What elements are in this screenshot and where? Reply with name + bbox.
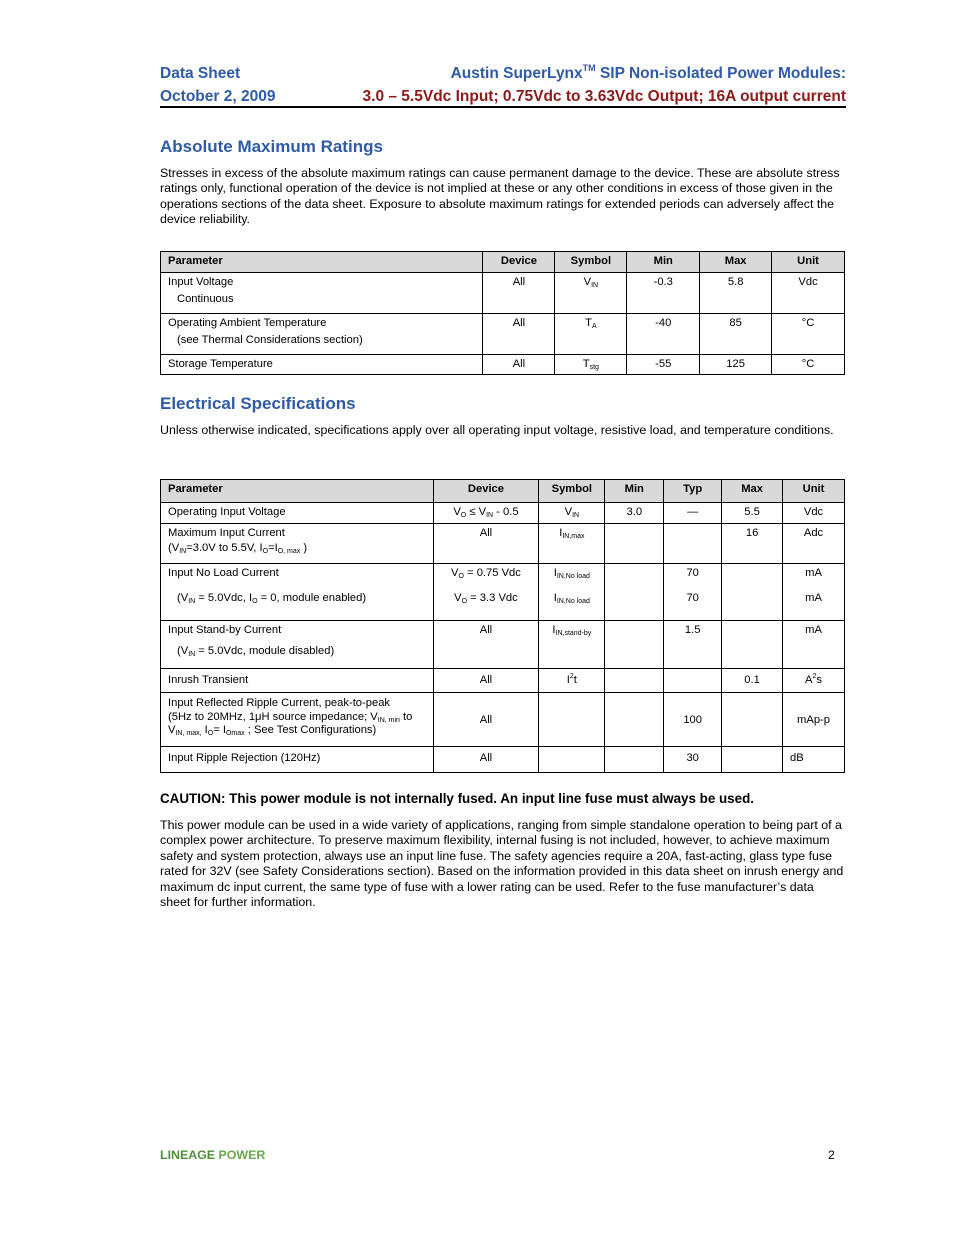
col-symbol: Symbol bbox=[539, 480, 605, 503]
min-cell: -40 bbox=[627, 314, 700, 355]
fuse-paragraph: This power module can be used in a wide variety of applications, ranging from simple standalone operation to being part of a complex power architecture. To preserve maximum flexibility, internal fusing is not included, however, to achieve maximum safety and system protection, always use an input line fuse. The safety agencies require a 20A, fast-acting, glass type fuse rated for 32V (see Safety Considerations section). Based on the information provided in this data sheet on inrush energy and maximum dc input current, the same type of fuse with a lower rating can be used. Refer to the fuse manufacturer’s data sheet for further information. bbox=[160, 818, 844, 910]
param-cell: Storage Temperature bbox=[161, 355, 483, 375]
unit-cell: mAp-p bbox=[783, 693, 845, 747]
col-max: Max bbox=[722, 480, 783, 503]
elec-spec-table bbox=[160, 479, 845, 773]
device-cell: All bbox=[483, 355, 555, 375]
symbol-cell: $I_{IN,No load}$ $I_{IN,No load}$ bbox=[539, 564, 605, 621]
unit-cell: °C bbox=[772, 355, 845, 375]
max-cell: 85 bbox=[700, 314, 772, 355]
param-cell: Input No Load Current ($V_{IN} = 5.0Vdc$, $I_O = 0$, module enabled) bbox=[161, 564, 434, 621]
min-cell bbox=[605, 669, 664, 693]
min-cell: -0.3 bbox=[627, 273, 700, 314]
table-row bbox=[161, 503, 845, 524]
min-cell bbox=[605, 621, 664, 669]
max-cell bbox=[722, 564, 783, 621]
col-device: Device bbox=[433, 480, 539, 503]
param-cell: Input Stand-by Current ($V_{IN} = 5.0Vdc$, module disabled) bbox=[161, 621, 434, 669]
abs-max-intro: Stresses in excess of the absolute maximum ratings can cause permanent damage to the device. These are absolute stress ratings only, functional operation of the device is not implied at these or any other conditions in excess of those given in the operations sections of the data sheet. Exposure to absolute maximum ratings for extended periods can adversely affect the device reliability. bbox=[160, 166, 840, 227]
device-cell: $V_O \le V_{IN} - 0.5$ bbox=[433, 503, 539, 524]
max-cell: 0.1 bbox=[722, 669, 783, 693]
symbol-cell: $T_{stg}$ bbox=[555, 355, 627, 375]
col-max: Max bbox=[700, 252, 772, 273]
typ-cell bbox=[664, 669, 722, 693]
col-parameter: Parameter bbox=[161, 480, 434, 503]
table-row bbox=[161, 693, 845, 747]
param-cell: Input Reflected Ripple Current, peak-to-peak (5Hz to 20MHz, 1μH source impedance; $V_{IN, min}$ to $V_{IN, max,}$ $I_O= I_{Omax}$ ; See Test Configurations) bbox=[161, 693, 434, 747]
col-typ: Typ bbox=[664, 480, 722, 503]
typ-cell bbox=[664, 524, 722, 564]
param-cell: Input Voltage Continuous bbox=[161, 273, 483, 314]
col-parameter: Parameter bbox=[161, 252, 483, 273]
symbol-cell: $V_{IN}$ bbox=[555, 273, 627, 314]
doc-date: October 2, 2009 bbox=[160, 88, 276, 105]
table-row bbox=[161, 747, 845, 773]
header-right bbox=[363, 62, 846, 108]
caution-note: CAUTION: This power module is not internally fused. An input line fuse must always be used. bbox=[160, 791, 754, 806]
footer-brand: LINEAGE POWER bbox=[160, 1148, 266, 1162]
doc-type: Data Sheet bbox=[160, 65, 241, 82]
max-cell bbox=[722, 621, 783, 669]
abs-max-table bbox=[160, 251, 845, 375]
device-cell: All bbox=[433, 621, 539, 669]
param-cell: Input Ripple Rejection (120Hz) bbox=[161, 747, 434, 773]
min-cell: 3.0 bbox=[605, 503, 664, 524]
param-cell: Operating Ambient Temperature (see Thermal Considerations section) bbox=[161, 314, 483, 355]
typ-cell: 100 bbox=[664, 693, 722, 747]
table-row bbox=[161, 314, 845, 355]
param-cell: Operating Input Voltage bbox=[161, 503, 434, 524]
device-cell: All bbox=[433, 669, 539, 693]
min-cell bbox=[605, 564, 664, 621]
unit-cell: Vdc bbox=[783, 503, 845, 524]
symbol-cell: $T_A$ bbox=[555, 314, 627, 355]
min-cell bbox=[605, 747, 664, 773]
param-cell: Inrush Transient bbox=[161, 669, 434, 693]
typ-cell: 30 bbox=[664, 747, 722, 773]
table-row bbox=[161, 669, 845, 693]
col-symbol: Symbol bbox=[555, 252, 627, 273]
typ-cell: 1.5 bbox=[664, 621, 722, 669]
device-cell: All bbox=[483, 314, 555, 355]
col-unit: Unit bbox=[772, 252, 845, 273]
symbol-cell: $I_{IN,max}$ bbox=[539, 524, 605, 564]
max-cell: 16 bbox=[722, 524, 783, 564]
elec-spec-heading: Electrical Specifications bbox=[160, 394, 356, 413]
symbol-cell bbox=[539, 693, 605, 747]
col-min: Min bbox=[605, 480, 664, 503]
col-device: Device bbox=[483, 252, 555, 273]
max-cell: 125 bbox=[700, 355, 772, 375]
table-header-row bbox=[161, 252, 845, 273]
unit-cell: Vdc bbox=[772, 273, 845, 314]
typ-cell: 70 70 bbox=[664, 564, 722, 621]
unit-cell: $A^2s$ bbox=[783, 669, 845, 693]
max-cell bbox=[722, 747, 783, 773]
unit-cell: Adc bbox=[783, 524, 845, 564]
device-cell: All bbox=[433, 524, 539, 564]
table-row bbox=[161, 564, 845, 621]
elec-spec-intro: Unless otherwise indicated, specifications apply over all operating input voltage, resistive load, and temperature conditions. bbox=[160, 423, 834, 437]
min-cell bbox=[605, 693, 664, 747]
symbol-cell: $V_{IN}$ bbox=[539, 503, 605, 524]
device-cell: All bbox=[433, 747, 539, 773]
unit-cell: mA bbox=[783, 621, 845, 669]
table-row bbox=[161, 621, 845, 669]
min-cell bbox=[605, 524, 664, 564]
symbol-cell bbox=[539, 747, 605, 773]
max-cell bbox=[722, 693, 783, 747]
table-row bbox=[161, 273, 845, 314]
table-row bbox=[161, 524, 845, 564]
col-unit: Unit bbox=[783, 480, 845, 503]
table-header-row bbox=[161, 480, 845, 503]
product-title: Austin SuperLynx™ SIP Non-isolated Power Modules: bbox=[450, 63, 846, 82]
param-cell: Maximum Input Current ($V_{IN}=3.0V$ to 5.5V, $I_O=I_{O, max}$ ) bbox=[161, 524, 434, 564]
symbol-cell: $I_{IN,stand-by}$ bbox=[539, 621, 605, 669]
max-cell: 5.8 bbox=[700, 273, 772, 314]
device-cell: All bbox=[483, 273, 555, 314]
device-cell: $V_O = 0.75$ Vdc $V_O = 3.3$ Vdc bbox=[433, 564, 539, 621]
col-min: Min bbox=[627, 252, 700, 273]
header-left bbox=[160, 62, 275, 108]
min-cell: -55 bbox=[627, 355, 700, 375]
symbol-cell: $I^2t$ bbox=[539, 669, 605, 693]
abs-max-heading: Absolute Maximum Ratings bbox=[160, 137, 383, 156]
header-rule bbox=[160, 106, 846, 108]
typ-cell: — bbox=[664, 503, 722, 524]
unit-cell: mA mA bbox=[783, 564, 845, 621]
device-cell: All bbox=[433, 693, 539, 747]
page-number: 2 bbox=[828, 1148, 835, 1162]
unit-cell: dB bbox=[783, 747, 845, 773]
product-subtitle: 3.0 – 5.5Vdc Input; 0.75Vdc to 3.63Vdc Output; 16A output current bbox=[362, 88, 846, 105]
unit-cell: °C bbox=[772, 314, 845, 355]
max-cell: 5.5 bbox=[722, 503, 783, 524]
table-row bbox=[161, 355, 845, 375]
